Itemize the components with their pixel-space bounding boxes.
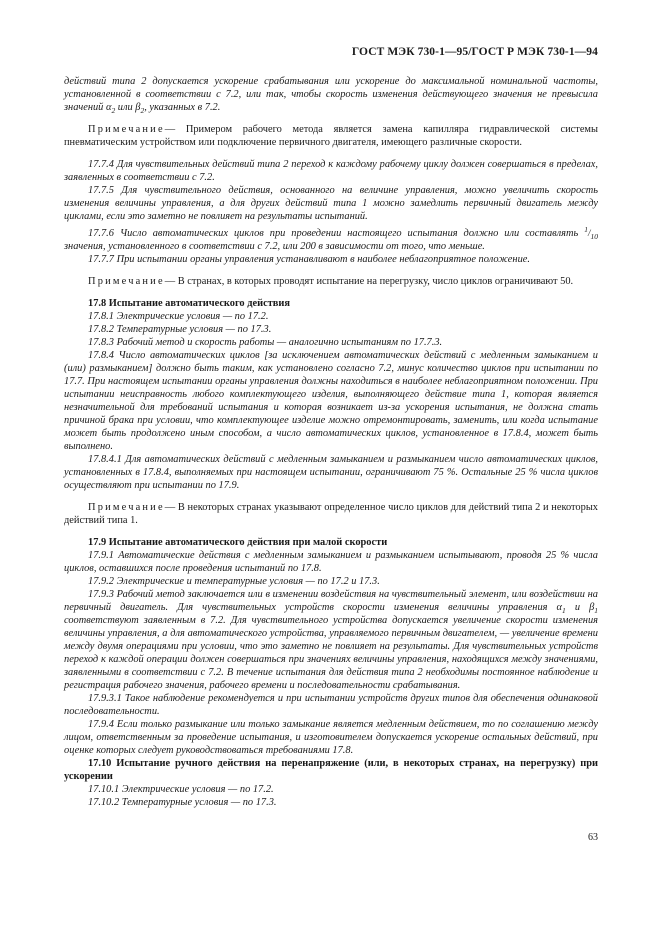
page-header: ГОСТ МЭК 730-1—95/ГОСТ Р МЭК 730-1—94 (351, 46, 598, 58)
paragraph-17-9-3-1: 17.9.3.1 Такое наблюдение рекомендуется и при испытании устройств других типов для обеспечения одинаковой последовательности. (64, 693, 598, 717)
note-text: — В некоторых странах указывают определенное число циклов для действий типа 2 и некоторых действий типа 1. (64, 502, 598, 526)
paragraph-17-7-6 (64, 223, 598, 253)
text-run: и β (565, 602, 595, 613)
note-1 (64, 123, 598, 149)
page-content (64, 75, 598, 809)
subscript: 2 (111, 106, 116, 116)
paragraph-17-8-1: 17.8.1 Электрические условия — по 17.2. (88, 311, 269, 322)
paragraph-17-10-1: 17.10.1 Электрические условия — по 17.2. (88, 784, 274, 795)
subscript: 1 (594, 606, 599, 616)
fraction-denominator: 10 (590, 231, 598, 241)
text-run: действий типа 2 допускается ускорение срабатывания или ускорение до максимальной номинальной частоты, установленной в соответствии с 7.2, или так, чтобы скорость изменения действующего значения не превысила значений α (64, 76, 598, 113)
paragraph-17-8-2: 17.8.2 Температурные условия — по 17.3. (88, 324, 272, 335)
paragraph-17-9-4: 17.9.4 Если только размыкание или только замыкание является медленным действием, то по соглашению между лицом, ответственным за проведение испытания, и изготовителем допускается ускорение остальных действий, при оценке которых следует руководствоваться требованиями 17.8. (64, 719, 598, 756)
fraction: $^1/_{10}$ (584, 225, 598, 241)
paragraph-17-8-4-1: 17.8.4.1 Для автоматических действий с медленным замыканием и размыканием число автоматических циклов, установленных в 17.8.4, выполняемых при настоящем испытании, ограничивают 75 %. Остальные 25 % числа циклов осуществляют при испытании по 17.9. (64, 454, 598, 491)
heading-17-9: 17.9 Испытание автоматического действия при малой скорости (88, 537, 388, 548)
paragraph-continuation (64, 75, 598, 114)
text-run: или β (115, 102, 141, 113)
text-run: соответствуют заявленным в 7.2. Для чувствительного устройства допускается увеличение скорости изменения величины управления, а для автоматического устройства, управляемого первичным двигателем, — увеличение времени между двумя операциями при условии, что это заметно не повлияет на результаты. Для чувствительных устройств переход к каждой операции должен совершаться при значениях величины управления, находящихся между значениями, заявленными в соответствии с 7.2. В течение испытания для действия типа 2 необходимы постоянное наблюдение и регистрация рабочего значения, рабочего времени и последовательности срабатывания. (64, 615, 598, 691)
subscript: 2 (140, 106, 145, 116)
paragraph-17-9-1: 17.9.1 Автоматические действия с медленным замыканием и размыканием испытывают, проводя 25 % числа циклов, оставшихся после проведения испытаний по 17.8. (64, 550, 598, 574)
paragraph-17-9-2: 17.9.2 Электрические и температурные условия — по 17.2 и 17.3. (88, 576, 380, 587)
paragraph-17-7-4: 17.7.4 Для чувствительных действий типа 2 переход к каждому рабочему циклу должен совершаться в пределах, заявленных в соответствии с 7.2. (64, 159, 598, 183)
heading-17-10: 17.10 Испытание ручного действия на перенапряжение (или, в некоторых странах, на перегрузку) при ускорении (64, 758, 598, 782)
page-number: 63 (588, 832, 598, 843)
note-label: Примечание (88, 124, 165, 135)
text-run: 17.9.3 Рабочий метод заключается или в изменении воздействия на чувствительный элемент, или воздействии на первичный двигатель. Для чувствительных устройств скорости изменения величины управления α (64, 589, 598, 613)
fraction-numerator: 1 (584, 225, 588, 234)
note-text: — Примером рабочего метода является замена капилляра гидравлической системы пневматическим устройством или подключение первичного двигателя, имеющего различные скорости. (64, 124, 598, 148)
note-text: — В странах, в которых проводят испытание на перегрузку, число циклов ограничивают 50. (164, 276, 574, 287)
note-label: Примечание (88, 502, 165, 513)
note-label: Примечание (88, 276, 165, 287)
text-run: , указанных в 7.2. (144, 102, 221, 113)
paragraph-17-7-7: 17.7.7 При испытании органы управления устанавливают в наиболее неблагоприятное положение. (88, 254, 530, 265)
text-run: 17.7.6 Число автоматических циклов при проведении настоящего испытания должно или составлять (88, 228, 585, 239)
note-3 (64, 501, 598, 527)
paragraph-17-8-3: 17.8.3 Рабочий метод и скорость работы — аналогично испытаниям по 17.7.3. (88, 337, 443, 348)
paragraph-17-7-5: 17.7.5 Для чувствительного действия, основанного на величине управления, можно увеличить скорость изменения величины управления, а для других действий типа 1 можно замедлить первичный двигатель между циклами, если это заметно не повлияет на результаты испытаний. (64, 185, 598, 222)
heading-17-8: 17.8 Испытание автоматического действия (88, 298, 291, 309)
paragraph-17-8-4: 17.8.4 Число автоматических циклов [за исключением автоматических действий с медленным замыканием и (или) размыканием] должно быть таким, как установлено согласно 7.2, минус количество циклов при испытании по 17.7. При настоящем испытании органы управления должны находиться в наиболее неблагоприятном положении. При испытании неисправность любого комплектующего изделия, выполняющего действие типа 1, которая является незначительной для требований испытания и которая возникает из-за ускорения испытания, не должна стать причиной брака при условии, что комплектующее изделие можно отремонтировать, заменить, или когда испытание может быть продолжено иным способом, а число автоматических циклов, установленное в 17.8.4, может быть выполнено. (64, 350, 598, 452)
subscript: 1 (562, 606, 566, 616)
paragraph-17-9-3 (64, 588, 598, 692)
note-2 (64, 275, 598, 288)
paragraph-17-10-2: 17.10.2 Температурные условия — по 17.3. (88, 797, 277, 808)
text-run: значения, установленного в соответствии с 7.2, или 200 в зависимости от того, что меньше. (64, 241, 485, 252)
